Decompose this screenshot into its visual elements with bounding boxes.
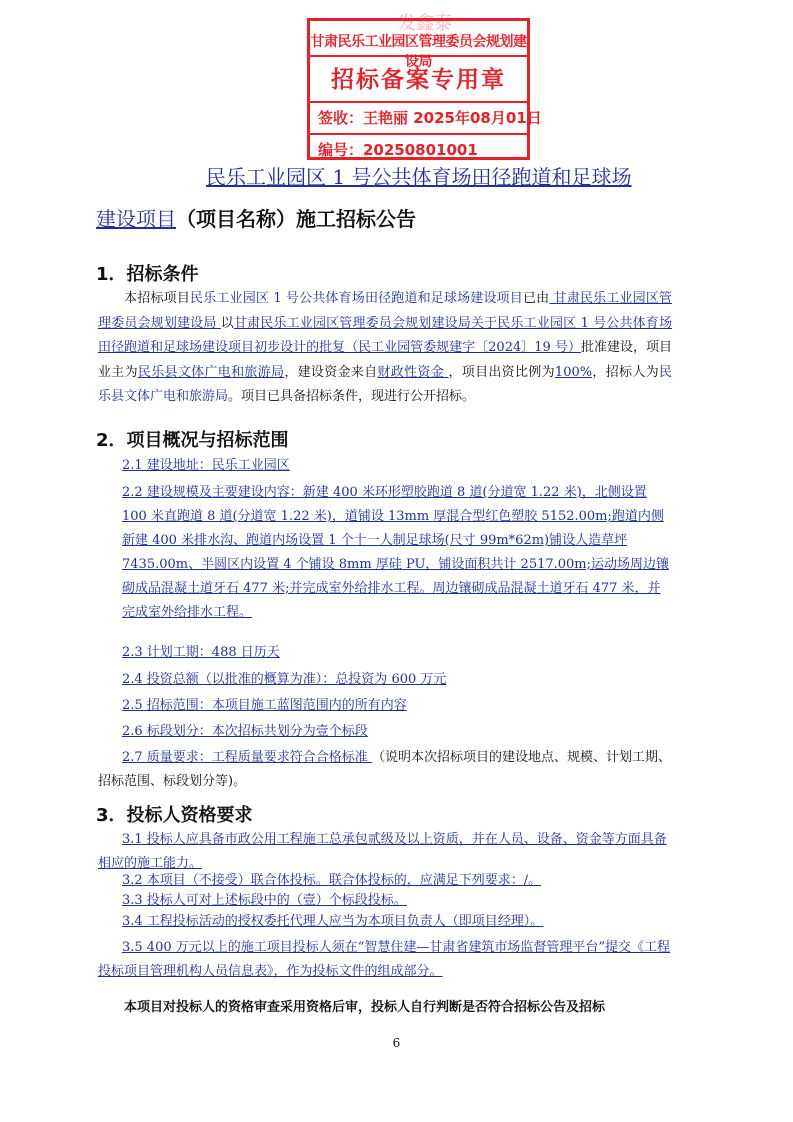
stamp-divider <box>310 133 527 135</box>
page-number: 6 <box>392 1036 401 1050</box>
stamp-divider <box>310 55 527 57</box>
item-text: 2.6 标段划分：本次招标共划分为壹个标段 <box>122 724 368 739</box>
stamp-code: 编号：20250801001 <box>318 141 478 159</box>
qualification-review-note: 本项目对投标人的资格审查采用资格后审，投标人自行判断是否符合招标公告及招标 <box>124 1000 606 1015</box>
stamp-signature: 签收：王艳丽 2025年08月01日 <box>318 109 542 127</box>
approval-document: 甘肃民乐工业园区管理委员会规划建设局关于民乐工业园区 1 号公共体育场田径跑道和足球场建设项目初步设计的批复（民工业园管委规建字〔2024〕19 号） <box>98 315 672 355</box>
list-item-2-5 <box>122 694 672 718</box>
item-text: 3.3 投标人可对上述标段中的（壹）个标段投标。 <box>122 893 407 908</box>
text: 批准建设，项目业主为 <box>98 340 672 380</box>
project-name: 民乐工业园区 1 号公共体育场田径跑道和足球场建设项目 <box>190 291 523 306</box>
list-item-2-3 <box>122 641 672 665</box>
project-owner: 民乐县文体广电和旅游局 <box>137 364 285 380</box>
doc-title-suffix: （项目名称）施工招标公告 <box>176 207 416 231</box>
text: ，招标人为 <box>592 364 659 380</box>
item-text: 3.5 400 万元以上的施工项目投标人须在“智慧住建—甘肃省建筑市场监督管理平台”提交《工程投标项目管理机构人员信息表》，作为投标文件的组成部分。 <box>98 940 671 979</box>
text: 。项目已具备招标条件，现进行公开招标。 <box>228 389 476 404</box>
item-note: （说明本次招标项目的建设地点、规模、计划工期、招标范围、标段划分等)。 <box>98 750 671 789</box>
stamp-title: 招标备案专用章 <box>331 67 506 93</box>
text: 本招标项目 <box>124 291 191 306</box>
section-heading-project-overview: 2．项目概况与招标范围 <box>96 430 289 451</box>
stamp-watermark: 发鑫泰 <box>398 13 452 34</box>
text: ，建设资金来自 <box>284 364 378 380</box>
fund-source: 财政性资金 <box>377 364 449 380</box>
list-item-2-7 <box>98 746 672 794</box>
tender-conditions-paragraph <box>98 287 672 410</box>
list-item-2-4 <box>122 668 672 692</box>
stamp-organization: 甘肃民乐工业园区管理委员会规划建设局 <box>310 34 527 70</box>
item-text: 2.2 建设规模及主要建设内容：新建 400 米环形塑胶跑道 8 道(分道宽 1.22 米)，北侧设置 100 米直跑道 8 道(分道宽 1.22 米)，道铺设 13mm 厚混合型红色塑胶 5152.00m;跑道内侧新建 400 米排水沟、跑道内场设置 1 个十一人制足球场(尺寸 99m*62m)铺设人造草坪 7435.00m、半圆区内设置 4 个铺设 8mm 厚硅 PU，铺设面积共计 2517.00m;运动场周边镶砌成品混凝土道牙石 477 米;并完成室外给排水工程。周边镶砌成品混凝土道牙石 477 米，并完成室外给排水工程。 <box>122 485 670 620</box>
list-item-3-4 <box>122 910 672 934</box>
item-text: 2.3 计划工期：488 日历天 <box>122 645 280 660</box>
section-heading-tender-conditions: 1．招标条件 <box>96 264 199 285</box>
tenderer-name: 民乐县文体广电和旅游局 <box>98 364 672 404</box>
text: ，项目出资比例为 <box>448 364 555 380</box>
list-item-3-5 <box>98 936 672 984</box>
funding-ratio: 100% <box>554 364 593 380</box>
filing-stamp <box>307 13 542 160</box>
section-heading-bidder-qualification: 3．投标人资格要求 <box>96 805 253 826</box>
item-text: 2.7 质量要求：工程质量要求符合合格标准 <box>122 750 372 765</box>
item-text: 3.1 投标人应具备市政公用工程施工总承包贰级及以上资质，并在人员、设备、资金等方面具备相应的施工能力。 <box>98 832 667 871</box>
list-item-2-2 <box>122 481 670 625</box>
approver-name: 甘肃民乐工业园区管理委员会规划建设局 <box>98 291 672 331</box>
item-text: 2.1 建设地址：民乐工业园区 <box>122 458 290 473</box>
item-text: 2.4 投资总额（以批准的概算为准）：总投资为 600 万元 <box>122 672 447 687</box>
item-text: 3.2 本项目（不接受）联合体投标。联合体投标的，应满足下列要求：/。 <box>122 873 542 888</box>
doc-title-line1: 民乐工业园区 1 号公共体育场田径跑道和足球场 <box>206 165 632 189</box>
item-text: 3.4 工程投标活动的授权委托代理人应当为本项目负责人（即项目经理）。 <box>122 914 544 929</box>
list-item-2-6 <box>122 720 672 744</box>
doc-title-project-link: 建设项目 <box>96 207 176 231</box>
doc-title-line2 <box>96 203 416 232</box>
item-text: 2.5 招标范围：本项目施工蓝图范围内的所有内容 <box>122 698 407 713</box>
list-item-2-1 <box>122 454 672 478</box>
text: 已由 <box>522 291 550 306</box>
stamp-divider <box>310 101 527 103</box>
text: 以 <box>220 315 234 331</box>
